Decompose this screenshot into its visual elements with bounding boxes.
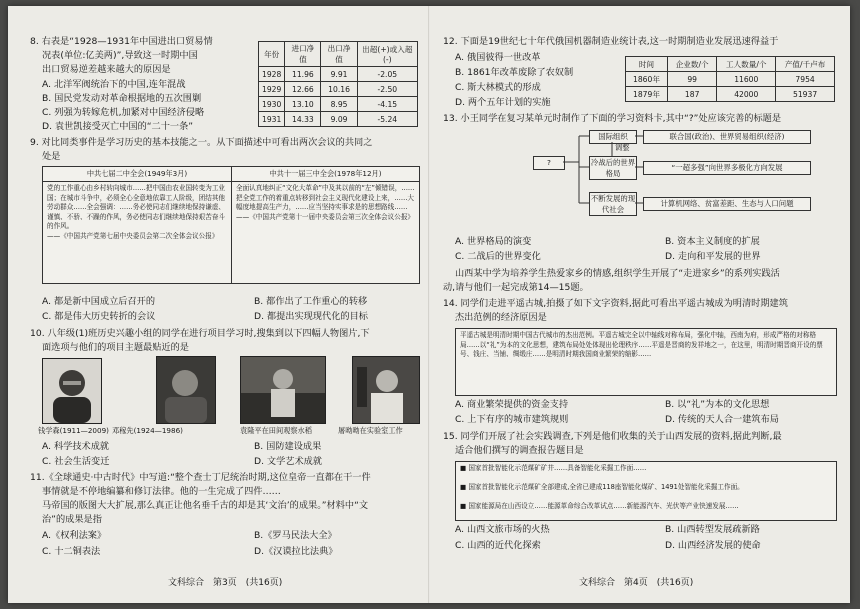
q8-line-3: 出口贸易逆差越来越大的原因是 xyxy=(42,64,171,75)
table-header-row xyxy=(259,42,418,67)
field-photo-3 xyxy=(240,356,326,424)
q15-box-line-2: ■ 国家首批智能化示范煤矿全部建成,全省已建成118座智能化煤矿、1491处智能化采掘工作面。 xyxy=(460,483,744,491)
header-export: 出口净值 xyxy=(321,42,357,67)
header-workers: 工人数量/个 xyxy=(717,57,776,72)
cell: -2.05 xyxy=(357,67,417,82)
q13-box-modern-society: 不断发展的现代社会 xyxy=(590,194,636,214)
header-time: 时间 xyxy=(626,57,668,72)
cell: 99 xyxy=(667,72,716,87)
header-import: 进口净值 xyxy=(285,42,321,67)
q13-box-intl-org: 国际组织 xyxy=(589,130,637,144)
q10-option-c: C. 社会生活变迁 xyxy=(42,456,110,467)
q10-option-b: B. 国防建设成果 xyxy=(254,441,322,452)
q11-option-d: D.《汉谟拉比法典》 xyxy=(254,546,338,557)
cell: -4.15 xyxy=(357,97,417,112)
q9-left-body: 党的工作重心由乡村转向城市……把中国由农业国转变为工业国；在城市斗争中，必须全心全意地依靠工人阶级，团结其他劳动群众……全会强调：……务必使同志们继续地保持谦虚、谨慎、不骄、不躁的作风，务必使同志们继续地保持艰苦奋斗的作风。 xyxy=(47,184,226,231)
q14-option-a: A. 商业繁荣提供的资金支持 xyxy=(455,399,569,410)
q11-line-3: 马帝国的版图大大扩展,那么真正让他名垂千古的却是其‘文治’的成果。”材料中“文 xyxy=(42,500,369,511)
q15-option-c: C. 山西的近代化探索 xyxy=(455,540,541,551)
q10-option-d: D. 文学艺术成就 xyxy=(254,456,323,467)
intro-line-2: 动,请与他们一起完成第14—15题。 xyxy=(443,282,589,293)
q9-right-title: 中共十一届三中全会(1978年12月) xyxy=(232,167,419,182)
q13-connector-lines xyxy=(429,6,850,266)
q11-line-1: 11.《全球通史·中古时代》中写道:“整个查士丁尼统治时期,这位皇帝一直都在干一件 xyxy=(30,472,371,483)
cell: 1928 xyxy=(259,67,285,82)
cell: 187 xyxy=(667,87,716,102)
q15-option-a: A. 山西文旅市场的火热 xyxy=(455,524,550,535)
cell: 13.10 xyxy=(285,97,321,112)
q14-option-d: D. 传统的天人合一建筑布局 xyxy=(665,414,779,425)
cell: -5.24 xyxy=(357,112,417,127)
cell: 7954 xyxy=(776,72,835,87)
q9-right-source: ——《中国共产党第十一届中央委员会第三次全体会议公报》 xyxy=(236,212,415,221)
q13-box-intl-org-detail: 联合国(政治)、世界贸易组织(经济) xyxy=(643,130,811,144)
q13-option-d: D. 走向和平发展的世界 xyxy=(665,251,761,262)
q8-trade-table xyxy=(258,41,418,127)
cell: 51937 xyxy=(776,87,835,102)
q13-option-a: A. 世界格局的演变 xyxy=(455,236,532,247)
q15-line-1: 15. 同学们开展了社会实践调查,下列是他们收集的关于山西发展的资料,据此判断,最 xyxy=(443,431,782,442)
q15-option-d: D. 山西经济发展的使命 xyxy=(665,540,761,551)
cell: 11600 xyxy=(717,72,776,87)
q11-option-c: C. 十二铜表法 xyxy=(42,546,101,557)
q9-line-2: 处是 xyxy=(42,151,61,162)
q8-option-a: A. 北洋军阀统治下的中国,连年混战 xyxy=(42,79,186,90)
q14-option-b: B. 以“礼”为本的文化思想 xyxy=(665,399,770,410)
header-enterprises: 企业数/个 xyxy=(667,57,716,72)
cell: 10.16 xyxy=(321,82,357,97)
q13-box-cold-war-detail: “一超多强”向世界多极化方向发展 xyxy=(643,161,811,175)
q14-line-2: 杰出范例的经济原因是 xyxy=(455,312,547,323)
q9-left-source: ——《中国共产党第七届中央委员会第二次全体会议公报》 xyxy=(47,231,219,240)
q9-left-title: 中共七届二中全会(1949年3月) xyxy=(43,167,232,182)
q15-box-line-3: ■ 国家能源局在山西设立……能源革命综合改革试点……新能源汽车、光伏等产业快速发展…… xyxy=(460,502,739,510)
q13-adjust-label: 调整 xyxy=(615,143,630,152)
q11-option-b: B.《罗马民法大全》 xyxy=(254,530,337,541)
q9-left-text xyxy=(43,182,232,283)
cell: 1879年 xyxy=(626,87,668,102)
header-output: 产值/千卢布 xyxy=(776,57,835,72)
q8-line-2: 况表(单位:亿美两)”,导致这一时期中国 xyxy=(42,50,198,61)
cell: 42000 xyxy=(717,87,776,102)
left-page-footer: 文科综合 第3页 (共16页) xyxy=(168,578,283,588)
q13-option-b: B. 资本主义制度的扩展 xyxy=(665,236,760,247)
q9-right-text xyxy=(232,182,419,283)
q15-text-box xyxy=(455,461,837,521)
q9-right-body: 全面认真地纠正“文化大革命”中及其以前的“左”倾错误，……把全党工作的着重点转移到社会主义现代化建设上来，……大幅度地提高生产力，……应当坚持实事求是的思想路线…… xyxy=(236,184,415,212)
q10-line-2: 面选项与他们的项目主题最贴近的是 xyxy=(42,342,189,353)
cell: 1931 xyxy=(259,112,285,127)
cell: 12.66 xyxy=(285,82,321,97)
q14-box-text: 平遥古城是明清时期中国古代城市的杰出范例。平遥古城完全以中轴线对称布局，强化中轴，西南为府，形成严格的对称格局……以“礼”为本的文化思想，建筑布局处处体现出伦理秩序……平遥是晋商的发祥地之一，在这里，明清时期晋商开设的票号、钱庄、当铺、绸缎庄……是明清时期我国商业繁荣的缩影…… xyxy=(460,331,823,359)
q14-text-box xyxy=(455,328,837,396)
q12-option-b: B. 1861年改革废除了农奴制 xyxy=(455,67,574,78)
q13-box-modern-detail: 计算机网络、贫富差距、生态与人口问题 xyxy=(643,197,811,211)
cell: 11.96 xyxy=(285,67,321,82)
q8-option-d: D. 袁世凯接受灭亡中国的“二十一条” xyxy=(42,121,194,132)
cell: 1860年 xyxy=(626,72,668,87)
cell: 9.09 xyxy=(321,112,357,127)
q8-line-1: 8. 右表是“1928—1931年中国进出口贸易情 xyxy=(30,36,213,47)
q10-option-a: A. 科学技术成就 xyxy=(42,441,110,452)
q14-line-1: 14. 同学们走进平遥古城,拍摄了如下文字资料,据此可看出平遥古城成为明清时期建筑 xyxy=(443,298,788,309)
q15-line-2: 适合他们撰写的调查报告题目是 xyxy=(455,445,584,456)
q11-line-2: 事情就是不停地编纂和修订法律。他的一生完成了四件…… xyxy=(42,486,281,497)
q8-option-c: C. 列强为转嫁危机,加紧对中国经济侵略 xyxy=(42,107,205,118)
q11-option-a: A.《权利法案》 xyxy=(42,530,107,541)
photo-caption-4: 屠呦呦在实验室工作 xyxy=(338,426,403,435)
portrait-photo-1 xyxy=(42,358,102,424)
q9-option-a: A. 都是新中国成立后召开的 xyxy=(42,296,156,307)
photo-caption-1: 钱学森(1911—2009) xyxy=(38,426,109,435)
left-page xyxy=(8,6,429,603)
q14-option-c: C. 上下有序的城市建筑规则 xyxy=(455,414,569,425)
portrait-photo-2 xyxy=(156,356,216,424)
lab-photo-4 xyxy=(352,356,420,424)
cell: -2.50 xyxy=(357,82,417,97)
q13-line-1: 13. 小王同学在复习某单元时制作了下面的学习资料卡,其中“?”处应该完善的标题是 xyxy=(443,113,782,124)
q10-line-1: 10. 八年级(1)班历史兴趣小组的同学在进行项目学习时,搜集到以下四幅人物图片,下 xyxy=(30,328,370,339)
cell: 8.95 xyxy=(321,97,357,112)
exam-sheet xyxy=(8,6,850,603)
table-row xyxy=(259,82,418,97)
table-row xyxy=(259,97,418,112)
q11-line-4: 治”的成果是指 xyxy=(42,514,102,525)
q9-option-b: B. 都作出了工作重心的转移 xyxy=(254,296,368,307)
q15-box-line-1: ■ 国家首批智能化示范煤矿矿井……具备智能化采掘工作面…… xyxy=(460,464,647,472)
q9-comparison-box xyxy=(42,166,420,284)
right-page xyxy=(429,6,850,603)
q15-option-b: B. 山西转型发展疏新路 xyxy=(665,524,760,535)
cell: 1929 xyxy=(259,82,285,97)
cell: 14.33 xyxy=(285,112,321,127)
header-balance: 出超(+)或入超(-) xyxy=(357,42,417,67)
q13-option-c: C. 二战后的世界变化 xyxy=(455,251,541,262)
q12-option-a: A. 俄国彼得一世改革 xyxy=(455,52,541,63)
q9-option-d: D. 都提出实现现代化的目标 xyxy=(254,311,368,322)
q9-line-1: 9. 对比同类事件是学习历史的基本技能之一。从下面描述中可看出两次会议的共同之 xyxy=(30,137,373,148)
header-year: 年份 xyxy=(259,42,285,67)
photo-caption-3: 袁隆平在田间观察水稻 xyxy=(240,426,312,435)
intro-line-1: 山西某中学为培养学生热爱家乡的情感,组织学生开展了“走进家乡”的系列实践活 xyxy=(455,268,780,279)
photo-caption-2: 邓稼先(1924—1986) xyxy=(112,426,183,435)
table-row xyxy=(259,112,418,127)
q9-option-c: C. 都是伟大历史转折的会议 xyxy=(42,311,156,322)
q12-line-1: 12. 下面是19世纪七十年代俄国机器制造业统计表,这一时期制造业发展迅速得益于 xyxy=(443,36,779,47)
q12-option-d: D. 两个五年计划的实施 xyxy=(455,97,551,108)
q8-option-b: B. 国民党发动对革命根据地的五次围剿 xyxy=(42,93,202,104)
q13-question-box: ? xyxy=(533,156,565,170)
table-row xyxy=(259,67,418,82)
cell: 1930 xyxy=(259,97,285,112)
right-page-footer: 文科综合 第4页 (共16页) xyxy=(579,578,694,588)
cell: 9.91 xyxy=(321,67,357,82)
q13-box-cold-war: 冷战后的世界格局 xyxy=(590,158,636,178)
q12-option-c: C. 斯大林模式的形成 xyxy=(455,82,541,93)
